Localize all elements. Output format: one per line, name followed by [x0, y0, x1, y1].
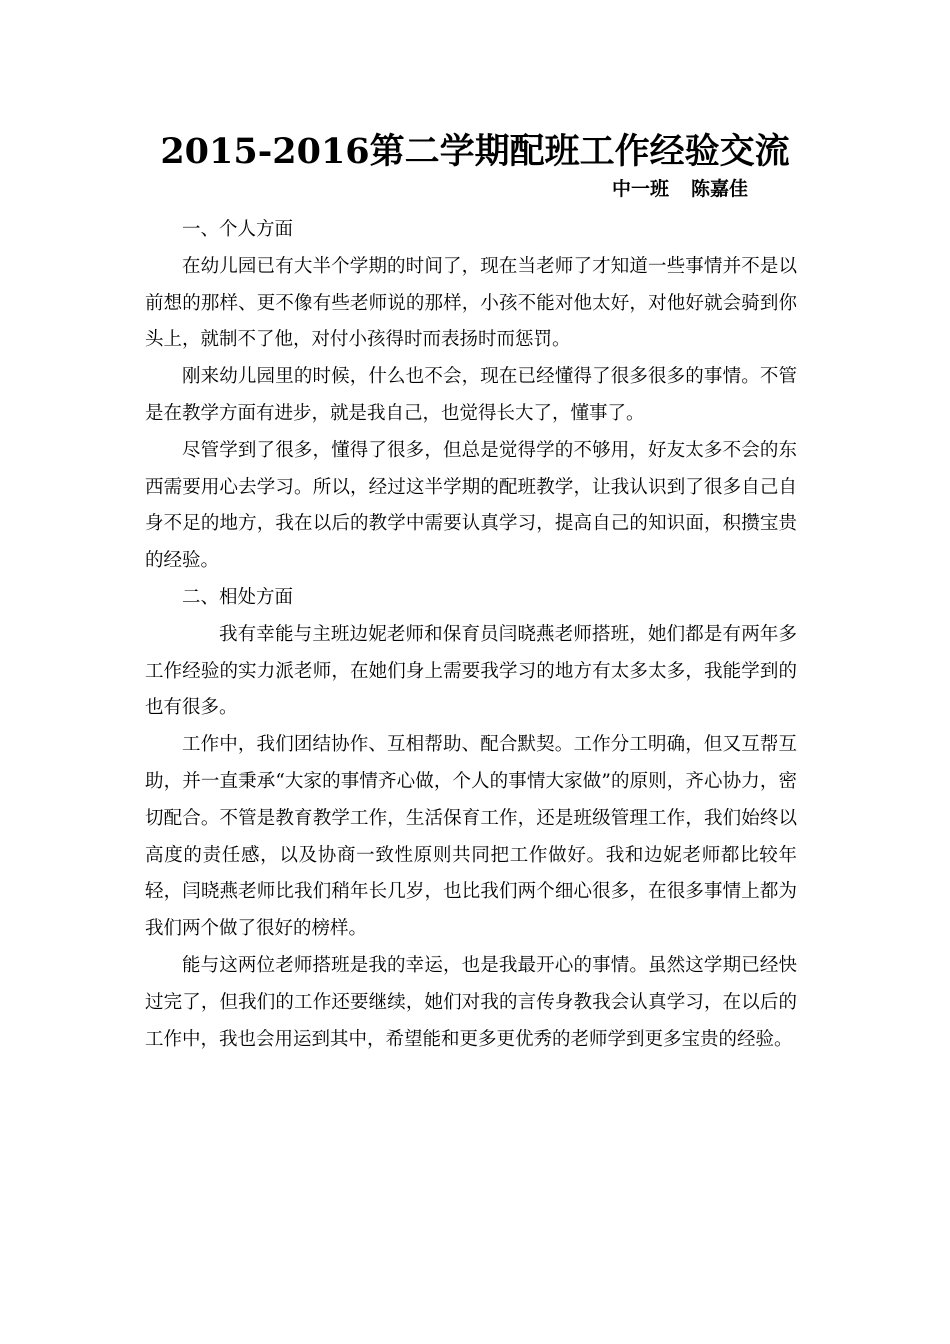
section-heading-cooperation: 二、相处方面	[182, 586, 294, 608]
byline	[612, 176, 748, 202]
section-heading-personal: 一、个人方面	[182, 219, 294, 240]
paragraph: 在幼儿园已有大半个学期的时间了，现在当老师了才知道一些事情并不是以前想的那样、更不像有些老师说的那样，小孩不能对他太好，对他好就会骑到你头上，就制不了他，对付小孩得时而表扬时而惩罚。	[145, 255, 797, 351]
document-title: 2015-2016第二学期配班工作经验交流	[160, 131, 790, 172]
paragraph: 刚来幼儿园里的时候，什么也不会，现在已经懂得了很多很多的事情。不管是在教学方面有进步，就是我自己，也觉得长大了，懂事了。	[145, 366, 797, 424]
byline-class: 中一班	[612, 178, 670, 200]
document-body	[145, 212, 797, 1058]
byline-author: 陈嘉佳	[691, 178, 749, 200]
paragraph: 工作中，我们团结协作、互相帮助、配合默契。工作分工明确，但又互帮互助，并一直秉承“大家的事情齐心做，个人的事情大家做”的原则，齐心协力，密切配合。不管是教育教学工作，生活保育工作，还是班级管理工作，我们始终以高度的责任感，以及协商一致性原则共同把工作做好。我和边妮老师都比较年轻，闫晓燕老师比我们稍年长几岁，也比我们两个细心很多，在很多事情上都为我们两个做了很好的榜样。	[145, 734, 797, 940]
paragraph: 能与这两位老师搭班是我的幸运，也是我最开心的事情。虽然这学期已经快过完了，但我们的工作还要继续，她们对我的言传身教我会认真学习，在以后的工作中，我也会用运到其中，希望能和更多更优秀的老师学到更多宝贵的经验。	[145, 954, 797, 1050]
paragraph: 尽管学到了很多，懂得了很多，但总是觉得学的不够用，好友太多不会的东西需要用心去学习。所以，经过这半学期的配班教学，让我认识到了很多自己自身不足的地方，我在以后的教学中需要认真学习，提高自己的知识面，积攒宝贵的经验。	[145, 439, 797, 572]
paragraph: 我有幸能与主班边妮老师和保育员闫晓燕老师搭班，她们都是有两年多工作经验的实力派老师，在她们身上需要我学习的地方有太多太多，我能学到的也有很多。	[145, 623, 797, 719]
